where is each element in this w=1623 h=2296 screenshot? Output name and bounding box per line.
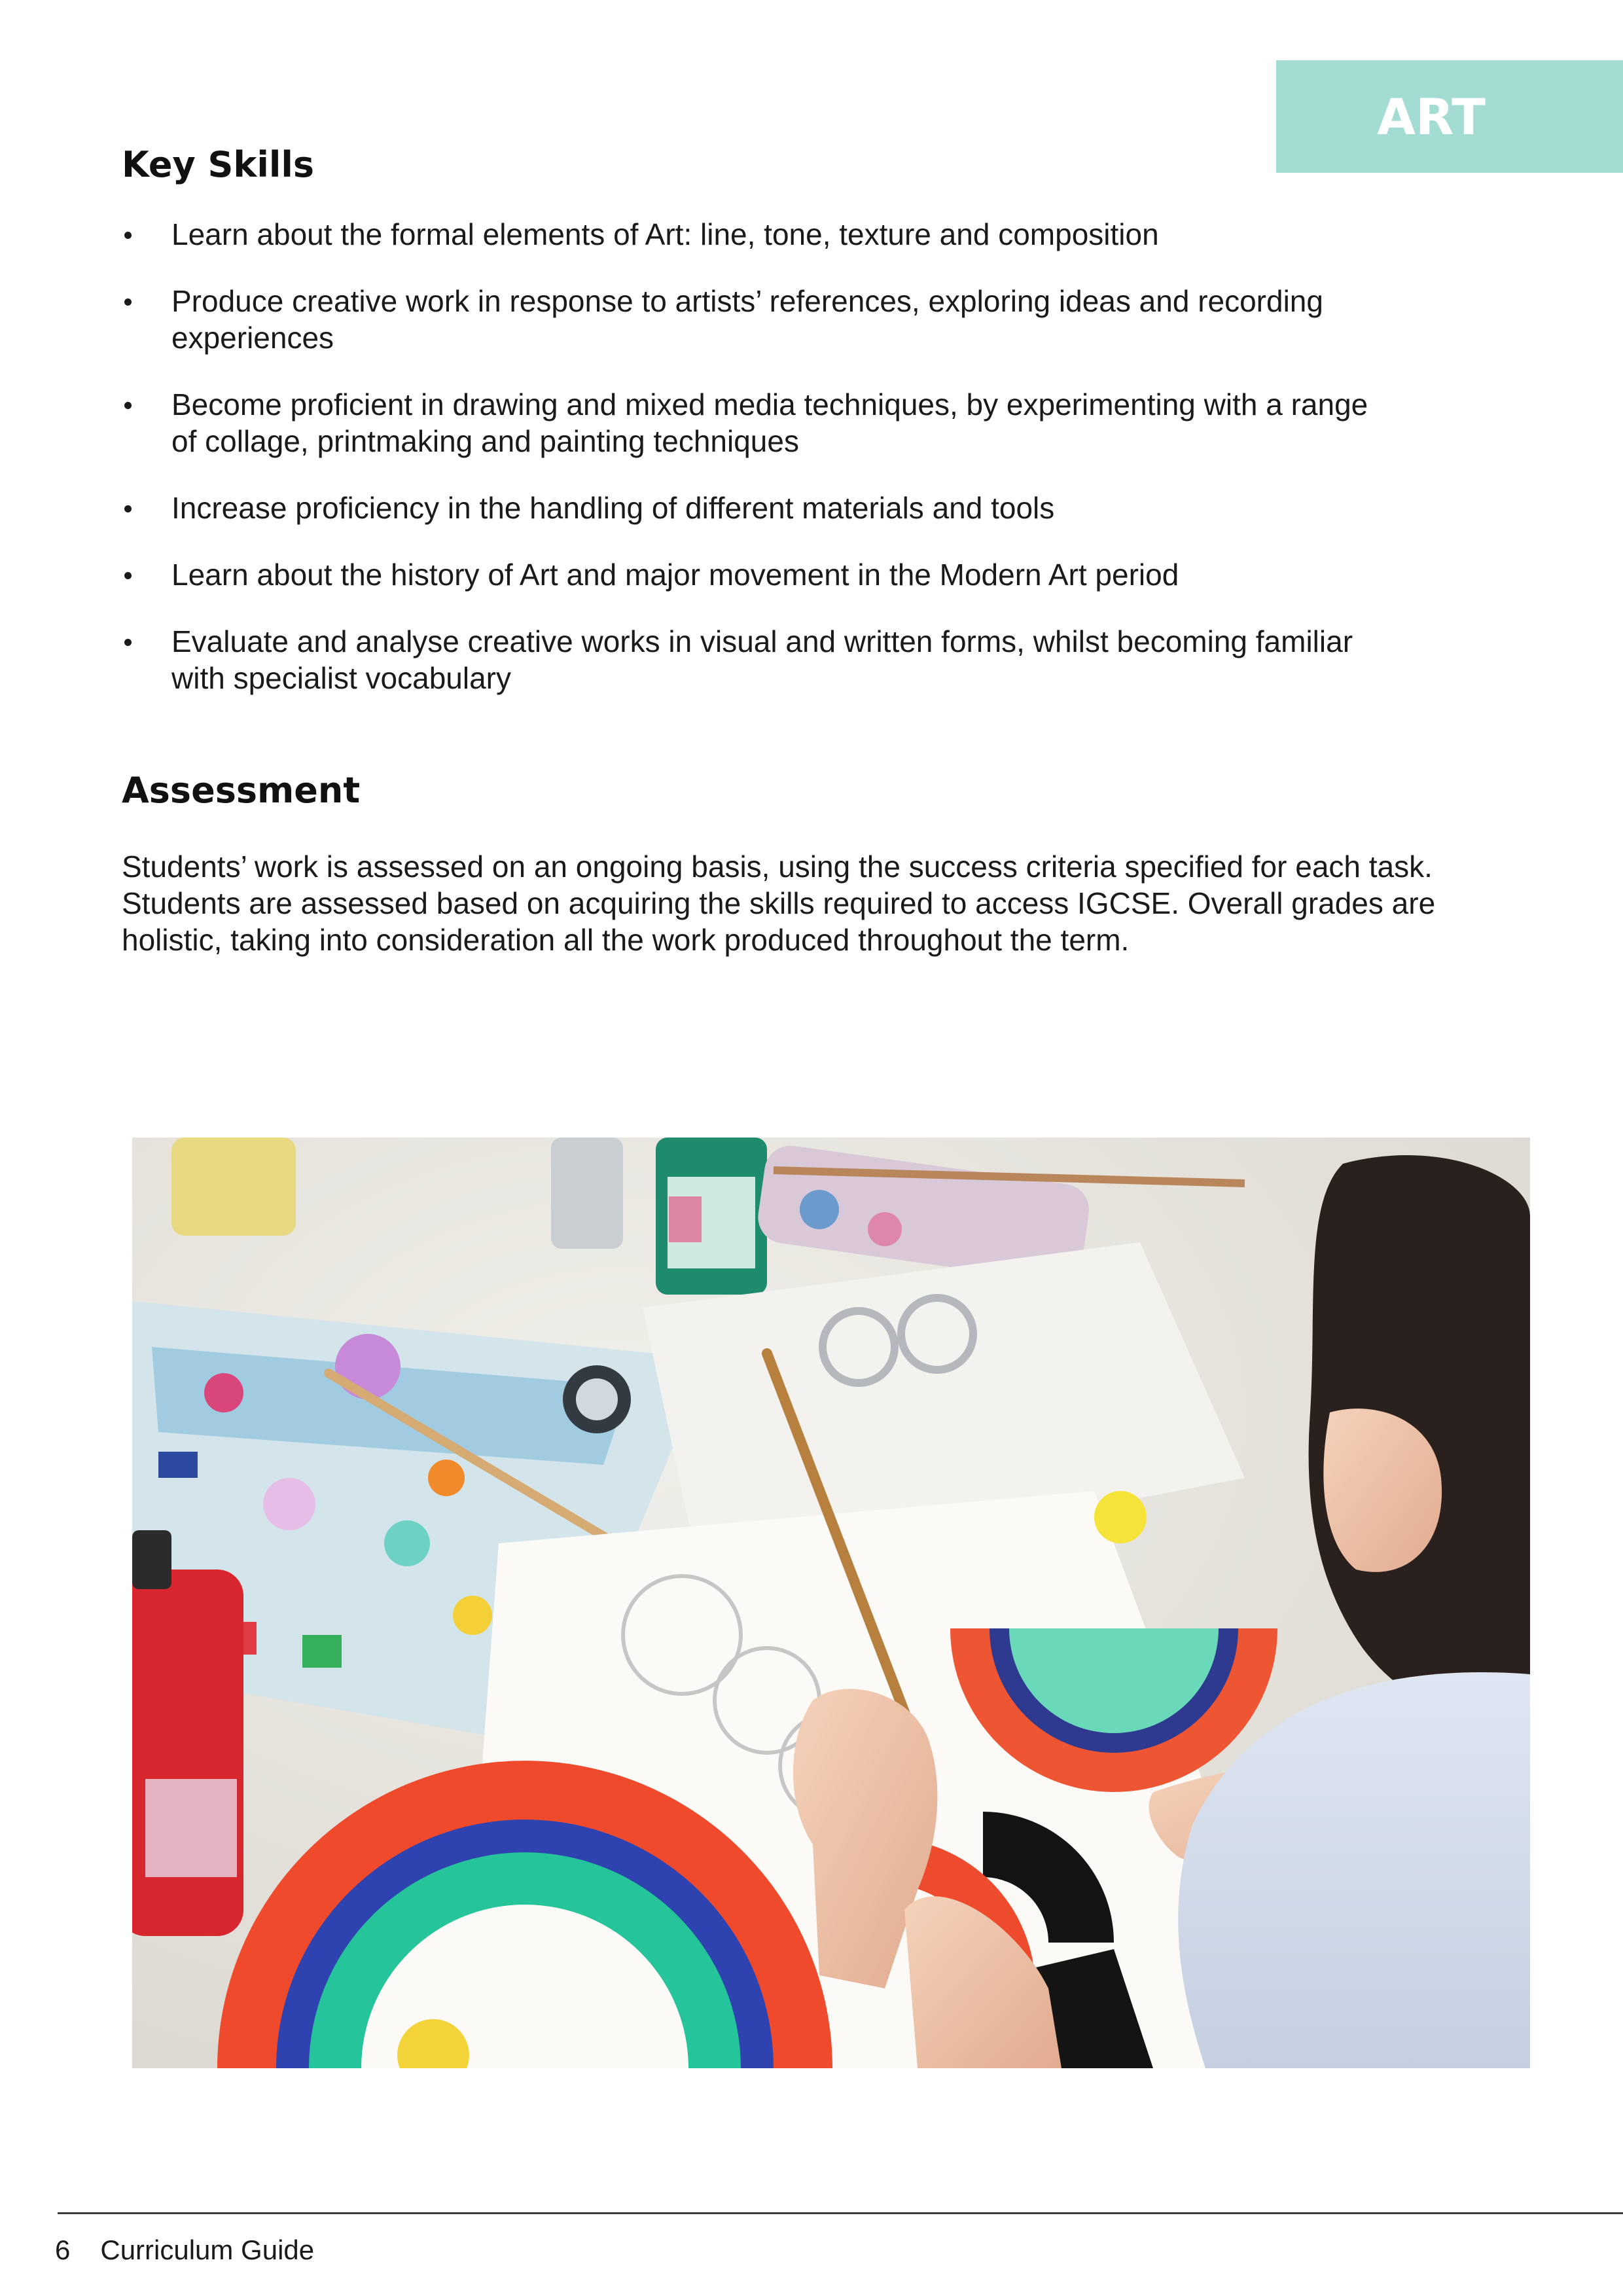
footer-rule: [58, 2212, 1623, 2214]
paragraph-line: Students’ work is assessed on an ongoing basis, using the success criteria specified for each task.: [122, 850, 1433, 884]
bullet-icon: [124, 505, 132, 512]
list-item-line: Become proficient in drawing and mixed media techniques, by experimenting with a range: [171, 387, 1368, 422]
list-item-line: Produce creative work in response to artists’ references, exploring ideas and recording: [171, 284, 1323, 318]
list-item-line: Learn about the history of Art and major movement in the Modern Art period: [171, 558, 1179, 592]
art-class-photo: [132, 1138, 1530, 2068]
list-item-line: Increase proficiency in the handling of different materials and tools: [171, 491, 1055, 525]
section-tab: [1276, 60, 1623, 173]
list-item: [122, 386, 1480, 459]
bullet-icon: [124, 639, 132, 646]
bullet-icon: [124, 572, 132, 579]
list-item: [122, 623, 1480, 696]
bullet-icon: [124, 232, 132, 239]
list-item: [122, 556, 1480, 593]
list-item: [122, 283, 1480, 356]
key-skills-heading: Key Skills: [122, 144, 314, 185]
section-tab-label: ART: [1377, 87, 1486, 146]
assessment-paragraph: [122, 848, 1509, 958]
assessment-heading: Assessment: [122, 770, 361, 811]
bullet-icon: [124, 298, 132, 306]
bullet-icon: [124, 402, 132, 409]
art-class-photo-illustration: [132, 1138, 1530, 2068]
list-item-line: with specialist vocabulary: [171, 661, 512, 695]
footer-title: Curriculum Guide: [100, 2234, 315, 2265]
list-item-line: Evaluate and analyse creative works in visual and written forms, whilst becoming familiar: [171, 624, 1353, 658]
list-item-line: of collage, printmaking and painting techniques: [171, 424, 799, 458]
list-item: [122, 490, 1480, 526]
list-item-line: experiences: [171, 321, 334, 355]
paragraph-line: holistic, taking into consideration all the work produced throughout the term.: [122, 923, 1130, 957]
page-number: 6: [55, 2234, 71, 2265]
list-item: [122, 216, 1480, 253]
page-footer: [55, 2231, 314, 2270]
key-skills-list: [122, 216, 1496, 726]
paragraph-line: Students are assessed based on acquiring the skills required to access IGCSE. Overall grades are: [122, 886, 1436, 920]
list-item-line: Learn about the formal elements of Art: line, tone, texture and composition: [171, 217, 1159, 251]
